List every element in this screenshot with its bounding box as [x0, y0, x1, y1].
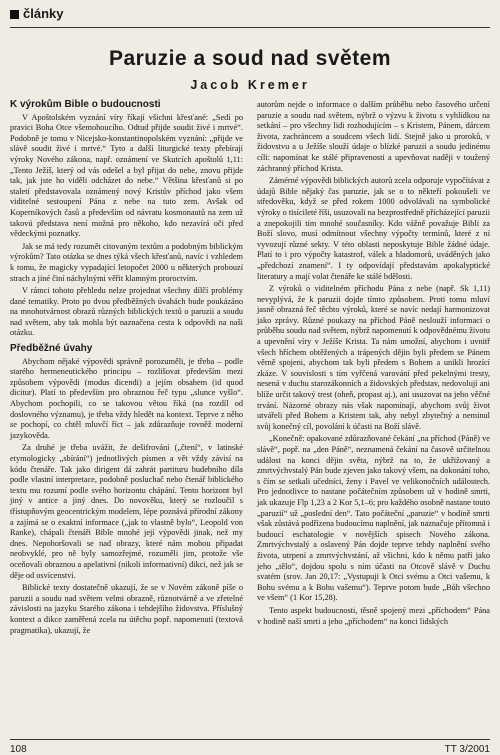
- paragraph: V rámci tohoto přehledu nelze projednat všechny dílčí problémy dané tematiky. Proto po dvou předběžných úvahách bude poukázáno na mnohotvárnost obrazů různých biblických textů o paruzii a soudu nad světem, aby tak mohla být naznačena cesta k odpovědi na naši otázku.: [10, 286, 243, 338]
- paragraph: V Apoštolském vyznání víry říkají všichni křesťané: „Sedí po pravici Boha Otce všemohoucího. Odtud přijde soudit živé i mrtvé“. Podobně je tomu v Nicejsko-konstantinopolském vyznání: „přijde ve slávě soudit živé i mrtvé.“ Tyto a další liturgické texty přebírají výroky Nového zákona, např. oznámení ve Skutcích apoštolů 1,11: „Tento Ježíš, který od vás odešel a byl přijat do nebe, znovu přijde tak, jak jste ho viděli odcházet do nebe.“ Většina křesťanů si po staletí představovala oznámený nový Kristův příchod jako všem viditelné sestoupení Pána z nebe na tuto zem. Avšak od Koperníkových časů a především od návratu kosmonautů na zem už takovú představa není možná pro někoho, kdo nezavírá oči před vědeckými poznatky.: [10, 112, 243, 239]
- paragraph: Zámérné výpovědi biblických autorů zcela odporuje vypočítávat z údajů Bible nějaký čas paruzie, jak se o to někteří pokoušeli ve středověku, když se před rokem 1000 odvolávali na symbolické výroky o tisícileté říši, usuzovali na bezprostředně přicházející paruzii a znepokojili tím mnohé současníky. Kdo vážně považuje Bibli za Boží slovo, musí odmítnout všechny výpočty termínů, které z ní vyvozují různé sekty. V této oblasti neposkytuje Bible žádné údaje. Platí to i pro výpočty katastrof, válek a hladomorů, uváděných jako „předchozí znamení“. I ty odpovídají představám apokalyptické literatury a mají volat čtenáře ke stálé bdělosti.: [257, 176, 490, 281]
- header-rule: [10, 27, 490, 28]
- subheading-2: Předběžné úvahy: [10, 343, 93, 355]
- paragraph: Za druhé je třeba uvážit, že dešifrování („čtení“, v latinské etymologicky „sbírání“) jednotlivých písmen a vět vždy závisí na kódu čtenáře. Tak jako dirigent dá zahrát partituru hudebního díla podle vlastní interpretace, podobně posluchač nebo čtenář biblického textu mu rozumí podle svého horizontu chápání. Tento horizont byl jiný v antice a jiný dnes. Do novověku, který se rozloučil s třístupňovým geocentrickým modelem, lépe poznává přírodní zákony a zajímá se o exaktní informace („jak to vlastně bylo“, Leopold von Ranke), chápali čtenáři Bible mnohé její výpovědi jinak, než my dnes. Nepohoršovali se nad obrazy, které nám mohou připadat neobvyklé, pro ně byly samozřejmé, rozuměli jim, protože vše oceňovali obraznou a apelativní (nikoli informativní) dikci, než jak se děje od osvícenství.: [10, 443, 243, 580]
- article-title: Paruzie a soud nad světem: [108, 47, 392, 70]
- issue-label: TT 3/2001: [444, 744, 490, 755]
- paragraph: Abychom nějaké výpovědi správně porozuměli, je třeba – podle starého hermeneutického principu – rozlišovat především mezi způsobem výpovědi (modus dicendi) a jejím obsahem (id quod dicitur). Platí to především pro obraznou řeč typu „slunce vyšlo“. Abychom pochopili, co se takovou větou říká (na rozdíl od doslovného významu), je třeba vždy hledět na kontext. Teprve z něho se pochopí, co chtěl mluvčí říct – jak zdůrazňuje rovněž moderní jazykověda.: [10, 356, 243, 440]
- square-bullet-icon: [10, 10, 19, 19]
- section-header: [10, 6, 63, 21]
- article-author: Jacob Kremer: [190, 78, 310, 92]
- paragraph: Tento aspekt budoucnosti, těsně spojený mezi „příchodem“ Pána v hodině naší smrti a jeho „příchodem“ na konci lidských: [257, 605, 490, 626]
- section-label: články: [23, 6, 64, 21]
- right-column: [257, 100, 490, 629]
- paragraph: autorům nejde o informace o dalším průběhu nebo časového určení paruzie a soudu nad světem, nýbrž o výzvu k životu s vyhlídkou na setkání – pro všechny lidi rozhodujícím – s Kristem, Pánem, dárcem života, zachráncem a soudcem všech lidí. Stejně jako u proroků, v židovstvu a u Ježíše slouží údaje o blízké paruzii a soudu jedinému cíli: napomínat ke stálé připravenosti a upevňovat naději v toužený záchranný příchod Krista.: [257, 100, 490, 173]
- paragraph: Biblické texty dostatečně ukazují, že se v Novém zákoně píše o paruzii a soudu nad světem velmi obrazně, různotvárně a ve zřetelné závislosti na jazyku Starého zákona i tehdejšího židovstva. Příslušný kontext a dikce zaměřená zcela na útěchu popř. napomenutí (textová pragmatika), ukazují, že: [10, 583, 243, 635]
- page-number: 108: [10, 744, 27, 755]
- page-footer: [10, 739, 490, 755]
- subheading-1: K výrokům Bible o budoucnosti: [10, 99, 161, 110]
- left-column: [10, 100, 243, 636]
- paragraph: Z výroků o viditelném příchodu Pána z nebe (např. Sk 1,11) nevyplývá, že k paruzii dojde tímto způsobem. Proti tomu mluví jasně obrazná řeč těchto výroků, které se navíc nedají harmonizovat jako zprávy. Různé poukazy na příchod Páně neslouží informaci o průběhu soudu nad světem, nýbrž napomenutí k odpovědnému životu a upevnění víry v Ježíše Krista. Ta nám umožní, abychom i uvnitř všech hříchem obtěžených a trápených dějin byli předem se Pánem věrně spojeni, abychom tak byli předem s Bohem a unikli hrozící zkáze. V souvislosti s tím vyřčená varování před pekelnými tresty, nesená v duchu starozákonních a židovských představ, nedovolují ani blíže určit takový trest (oheň, propast aj.), ani usuzovat na jeho věčné trvání. Názorné obrazy nás však napomínají, abychom svůj život utvářeli před Bohem a Kristem tak, aby nebyl zbytečný a neminul svůj konečný cíl, povolání k účasti na Boží slávě.: [257, 284, 490, 431]
- paragraph: „Konečně: opakované zdůrazňované čekání „na příchod (Páně) ve slávě“, popř. na „den Páně“, neznamená čekání na časově určitelnou událost na konci dějin světa, nýbrž na to, že ukřižovaný a zmrtvýchvstalý Pán bude zjeven jako takový všem, na dokonání toho, s čím se setkali učedníci, ženy i Pavel ve velikonočních událostech. Pro jednotlivce to nastane počátečním způsobem už v hodině smrti, jak ukazuje Flp 1,23 a 2 Kor 5,1–6; pro každého osobně nastane touto „paruzií“ už „poslední den“. Tato počáteční „paruzie“ v hodině smrti však zůstává podřízena budoucímu naplnění, jak naznačuje přítomná i budoucí eschatologie v novějších spisech Nového zákona. Zmrtvýchvstalý a oslavený Pán dojde teprve tehdy naplnění svého života, utrpení a zmrtvýchvstání, až všichni, kdo k němu patří jako jeho „tělo“, dojdou spolu s ním účasti na Otcově slávě v Duchu svatém (srov. Jan 20,17: „Vystupuji k Otci svému a Otci vašemu, k Bohu svému a k Bohu vašemu“). Teprve potom bude „Bůh všechno ve všem“ (1 Kor 15,28).: [257, 434, 490, 603]
- paragraph: Jak se má tedy rozumět citovaným textům a podobným biblickým výrokům? Tato otázka se dnes týká všech křesťanů, navíc i vzhledem k tomu, že magicky vypadající letopočet 2000 u některých probouzí strach a jiné činí náchylnými věřit klamným proroctvím.: [10, 241, 243, 283]
